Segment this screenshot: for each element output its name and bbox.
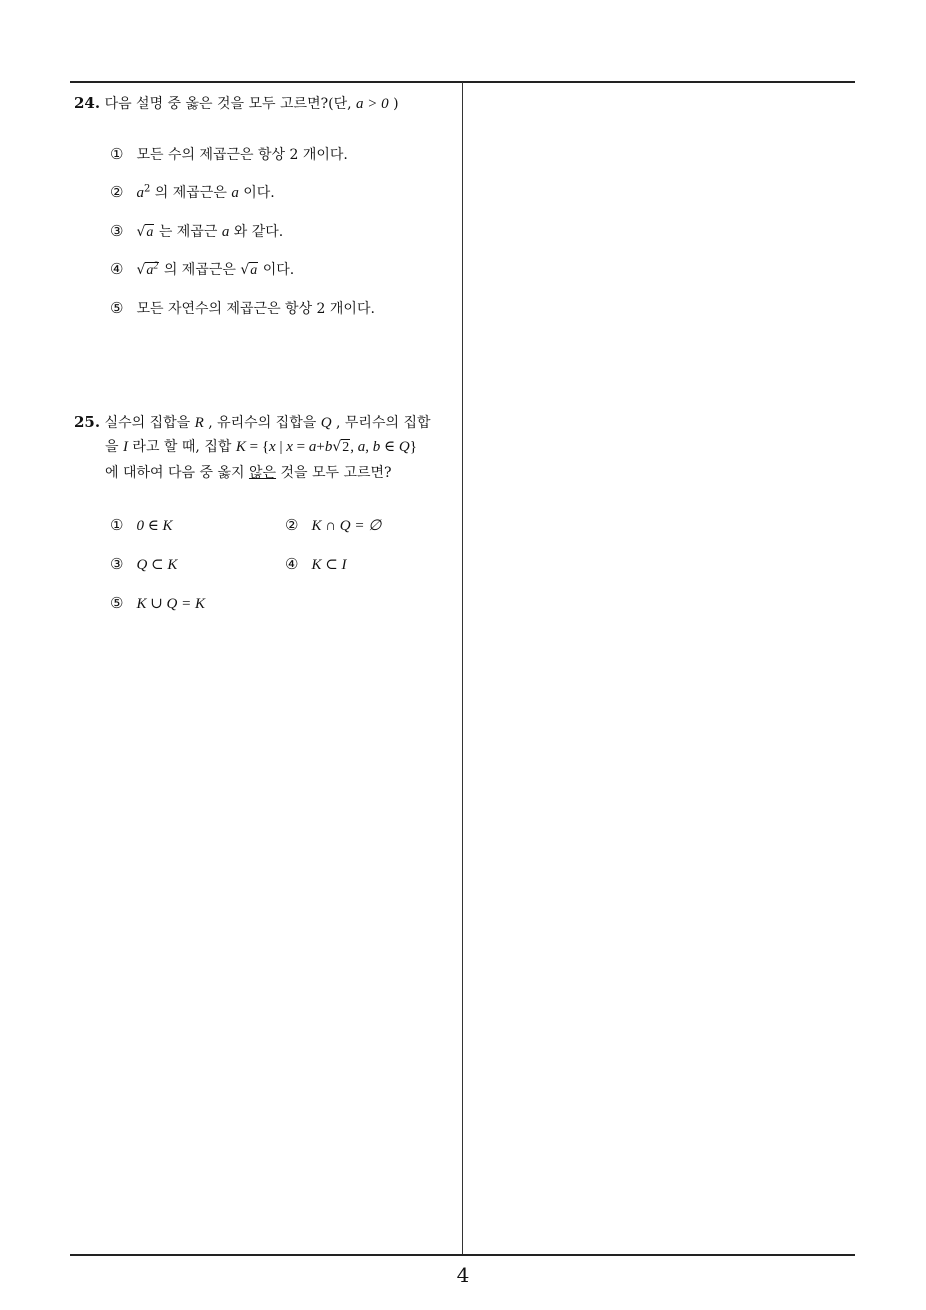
option-text: 의 제곱근은 — [150, 185, 232, 201]
option-marker: ④ — [110, 260, 124, 278]
question-24-prompt — [74, 92, 399, 115]
prompt-end: ) — [388, 96, 399, 112]
var: x — [286, 439, 293, 455]
bottom-rule — [70, 1254, 855, 1256]
prompt-text: 다음 설명 중 옳은 것을 모두 고르면?(단, — [104, 96, 356, 112]
text: 라고 할 때, 집합 — [127, 439, 236, 455]
option-text: K ∩ Q = ∅ — [311, 518, 382, 534]
sqrt-symbol: √ — [136, 262, 146, 278]
option-var: a — [221, 224, 230, 240]
symbol: , — [350, 439, 358, 455]
page-number: 4 — [456, 1263, 470, 1287]
set-K: K — [235, 439, 246, 455]
q24-option-4[interactable] — [110, 259, 294, 281]
var: a — [357, 439, 366, 455]
text: 실수의 집합을 — [104, 415, 195, 431]
var: b — [372, 439, 381, 455]
question-25-line-3 — [105, 462, 392, 484]
option-text: 의 제곱근은 — [159, 262, 241, 278]
sqrt-symbol: √ — [136, 224, 146, 240]
question-25-line-1 — [74, 411, 431, 434]
option-radicand: a — [146, 225, 154, 240]
question-number: 24. — [74, 94, 101, 112]
q24-option-2[interactable] — [110, 182, 275, 203]
q25-option-3[interactable] — [110, 554, 177, 575]
option-radicand: $a^2$ — [146, 260, 159, 278]
option-radicand2: a — [250, 263, 258, 278]
sqrt-symbol: √ — [332, 439, 342, 455]
question-number: 25. — [74, 413, 101, 431]
q24-option-1[interactable] — [110, 144, 348, 165]
option-text2: 이다. — [258, 262, 295, 278]
text: , 유리수의 집합을 — [203, 415, 321, 431]
var: Q — [398, 439, 410, 455]
option-marker: ② — [285, 516, 299, 534]
option-marker: ④ — [285, 555, 299, 573]
q25-option-2[interactable] — [285, 515, 381, 536]
var: b — [324, 439, 333, 455]
symbol: = { — [245, 439, 270, 455]
option-sup: 2 — [143, 183, 151, 195]
text: , 무리수의 집합 — [331, 415, 431, 431]
q25-option-4[interactable] — [285, 554, 347, 575]
option-marker: ① — [110, 516, 124, 534]
text: 을 — [105, 439, 123, 455]
question-25-line-2 — [105, 436, 417, 459]
var: x — [269, 439, 276, 455]
var-R: R — [194, 415, 204, 431]
var-I: I — [122, 439, 128, 455]
text: 에 대하여 다음 중 옳지 — [105, 465, 249, 481]
symbol: + — [316, 439, 325, 455]
symbol: ∈ — [380, 439, 399, 455]
q25-option-1[interactable] — [110, 515, 173, 536]
option-text: 는 제곱근 — [154, 224, 222, 240]
sqrt-symbol: √ — [240, 262, 250, 278]
q24-option-3[interactable] — [110, 221, 283, 243]
option-text: Q ⊂ K — [136, 557, 178, 573]
option-marker: ③ — [110, 222, 124, 240]
q25-option-5[interactable] — [110, 593, 205, 614]
option-marker: ① — [110, 145, 124, 163]
q24-option-5[interactable] — [110, 298, 375, 319]
var: a — [308, 439, 317, 455]
underlined-text: 않은 — [248, 465, 277, 481]
radicand: 2 — [342, 440, 350, 455]
text: 것을 모두 고르면? — [276, 465, 392, 481]
option-text2: 이다. — [238, 185, 275, 201]
symbol: } — [409, 439, 417, 455]
var-Q: Q — [320, 415, 332, 431]
option-var: a — [136, 185, 144, 201]
option-text: 0 ∈ K — [136, 518, 173, 534]
symbol: , — [365, 439, 373, 455]
condition: a > 0 — [356, 96, 389, 112]
column-divider — [462, 82, 463, 1256]
option-marker: ⑤ — [110, 594, 124, 612]
option-marker: ⑤ — [110, 299, 124, 317]
option-text: 모든 수의 제곱근은 항상 2 개이다. — [136, 147, 348, 163]
option-marker: ② — [110, 183, 124, 201]
option-text: K ⊂ I — [311, 557, 347, 573]
option-text: K ∪ Q = K — [136, 596, 205, 612]
symbol: = — [292, 439, 309, 455]
option-text2: 와 같다. — [229, 224, 284, 240]
option-var2: a — [231, 185, 239, 201]
symbol: | — [275, 439, 287, 455]
option-marker: ③ — [110, 555, 124, 573]
option-text: 모든 자연수의 제곱근은 항상 2 개이다. — [136, 301, 375, 317]
